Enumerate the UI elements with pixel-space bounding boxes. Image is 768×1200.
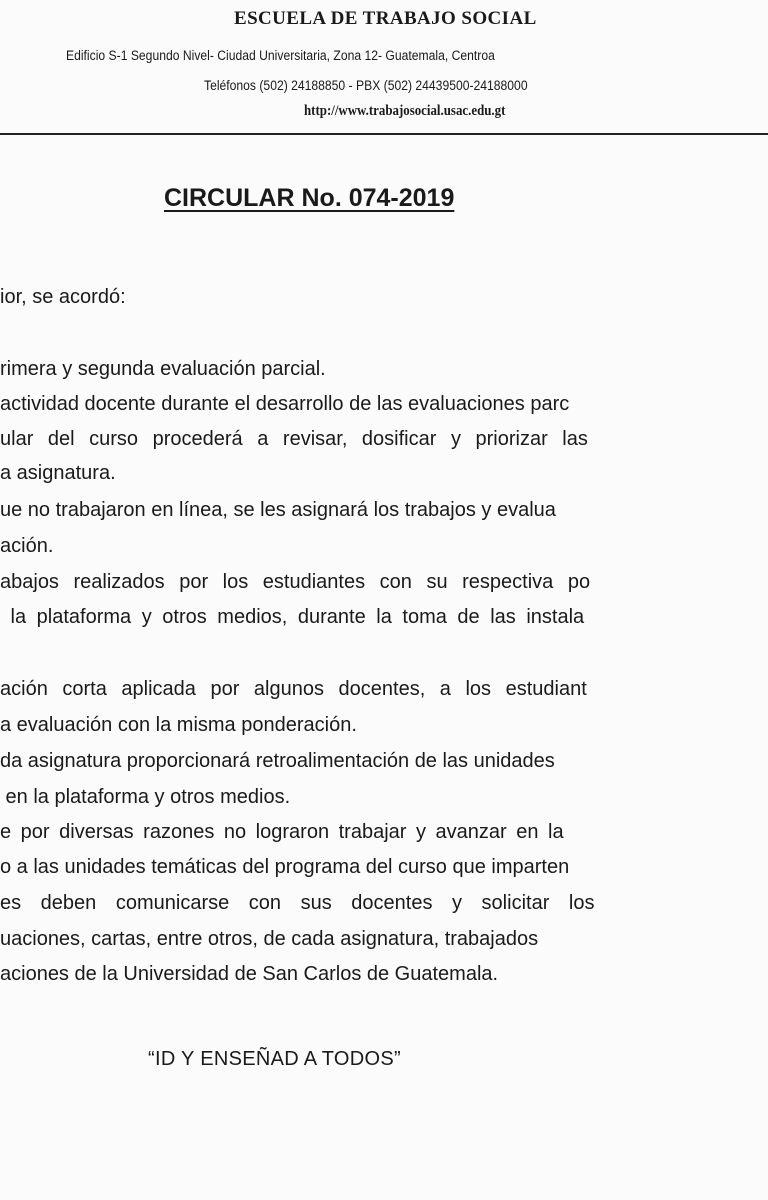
body-line: uaciones, cartas, entre otros, de cada asignatura, trabajados [0, 928, 539, 950]
body-line: a evaluación con la misma ponderación. [0, 714, 357, 736]
circular-title: CIRCULAR No. 074-2019 [164, 184, 455, 212]
motto: “ID Y ENSEÑAD A TODOS” [148, 1048, 401, 1070]
body-line: a asignatura. [0, 462, 116, 484]
body-line: da asignatura proporcionará retroalimentación de las unidades [0, 750, 555, 772]
body-line: ación. [0, 535, 54, 557]
school-name: ESCUELA DE TRABAJO SOCIAL [234, 8, 537, 29]
body-line: abajos realizados por los estudiantes con su respectiva po [0, 571, 591, 593]
body-line: aciones de la Universidad de San Carlos de Guatemala. [0, 963, 499, 985]
body-line: rimera y segunda evaluación parcial. [0, 358, 326, 380]
body-line: ue no trabajaron en línea, se les asignará los trabajos y evalua [0, 499, 556, 521]
phones-line: Teléfonos (502) 24188850 - PBX (502) 24439500-24188000 [204, 78, 528, 93]
website-link: http://www.trabajosocial.usac.edu.gt [304, 103, 506, 119]
body-line: e por diversas razones no lograron trabajar y avanzar en la [0, 821, 564, 843]
address-line: Edificio S-1 Segundo Nivel- Ciudad Universitaria, Zona 12- Guatemala, Centroa [66, 48, 495, 63]
body-line: o a las unidades temáticas del programa del curso que imparten [0, 856, 570, 878]
body-line: ior, se acordó: [0, 286, 126, 308]
header-divider [0, 133, 768, 135]
body-line: en la plataforma y otros medios. [0, 786, 291, 808]
body-line: ular del curso procederá a revisar, dosificar y priorizar las [0, 428, 588, 450]
body-line: actividad docente durante el desarrollo de las evaluaciones parc [0, 393, 570, 415]
body-line: ación corta aplicada por algunos docentes, a los estudiant [0, 678, 587, 700]
body-line: la plataforma y otros medios, durante la toma de las instala [0, 606, 585, 628]
body-line: es deben comunicarse con sus docentes y solicitar los [0, 892, 595, 914]
